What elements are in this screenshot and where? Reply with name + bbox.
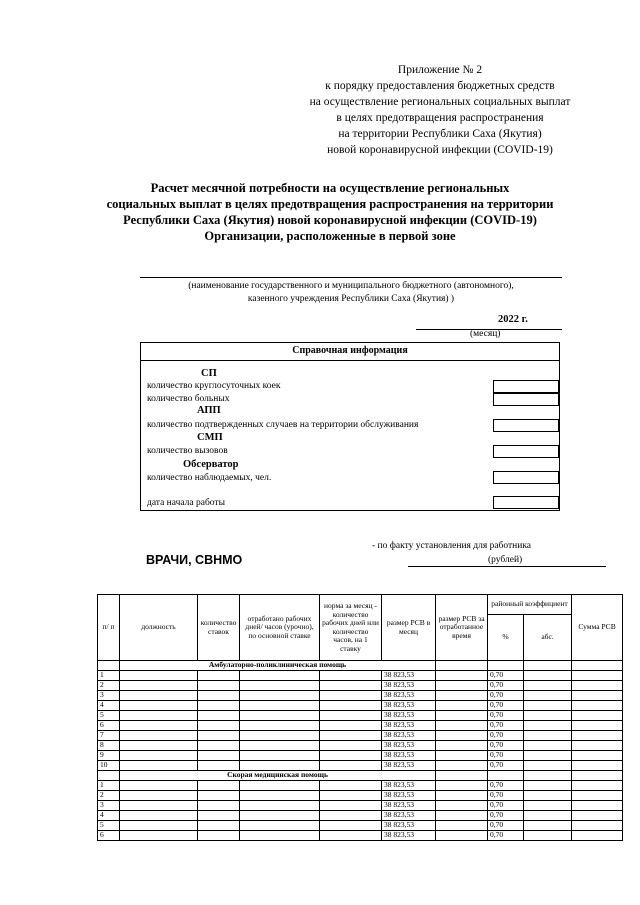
reference-heading: Справочная информация [292, 345, 408, 356]
rsv-worked-cell[interactable] [436, 701, 488, 711]
section-app-title: АПП [197, 405, 221, 416]
header-pct: % [488, 615, 524, 661]
rates-cell[interactable] [198, 731, 240, 741]
row-num: 6 [98, 721, 120, 731]
abs-cell[interactable] [524, 831, 572, 841]
payments-table [97, 594, 623, 841]
observatory-count-label: количество наблюдаемых, чел. [147, 473, 272, 483]
rsv-month-cell: 38 823,53 [382, 821, 436, 831]
worked-cell[interactable] [240, 731, 320, 741]
rates-cell[interactable] [198, 791, 240, 801]
abs-cell[interactable] [524, 701, 572, 711]
section-empty-cell [572, 771, 623, 781]
appendix-line: на территории Республики Саха (Якутия) [338, 128, 542, 140]
sum-cell[interactable] [572, 691, 623, 701]
abs-cell[interactable] [524, 691, 572, 701]
worked-cell[interactable] [240, 711, 320, 721]
position-cell[interactable] [120, 681, 198, 691]
sum-cell[interactable] [572, 761, 623, 771]
position-cell[interactable] [120, 701, 198, 711]
norm-cell[interactable] [320, 721, 382, 731]
currency-note: (рублей) [488, 555, 523, 565]
pct-cell: 0,70 [488, 671, 524, 681]
abs-cell[interactable] [524, 741, 572, 751]
section-empty-cell [98, 771, 120, 781]
pct-cell: 0,70 [488, 801, 524, 811]
rsv-month-cell: 38 823,53 [382, 751, 436, 761]
section-row [98, 771, 623, 781]
position-cell[interactable] [120, 731, 198, 741]
abs-cell[interactable] [524, 821, 572, 831]
worked-cell[interactable] [240, 701, 320, 711]
rates-cell[interactable] [198, 811, 240, 821]
rsv-month-cell: 38 823,53 [382, 801, 436, 811]
title-line: социальных выплат в целях предотвращения распространения на территории [106, 197, 554, 211]
rates-cell[interactable] [198, 751, 240, 761]
position-cell[interactable] [120, 791, 198, 801]
rates-cell[interactable] [198, 831, 240, 841]
rsv-worked-cell[interactable] [436, 831, 488, 841]
reference-box [140, 342, 560, 511]
sum-cell[interactable] [572, 741, 623, 751]
position-cell[interactable] [120, 821, 198, 831]
rates-cell[interactable] [198, 721, 240, 731]
norm-cell[interactable] [320, 681, 382, 691]
header-rates: количество ставок [198, 595, 240, 661]
position-cell[interactable] [120, 751, 198, 761]
rates-cell[interactable] [198, 761, 240, 771]
pct-cell: 0,70 [488, 751, 524, 761]
header-regional: районный коэффициент [488, 595, 572, 615]
position-cell[interactable] [120, 811, 198, 821]
row-num: 3 [98, 801, 120, 811]
rsv-worked-cell[interactable] [436, 731, 488, 741]
header-abs: абс. [524, 615, 572, 661]
sum-cell[interactable] [572, 721, 623, 731]
pct-cell: 0,70 [488, 831, 524, 841]
abs-cell[interactable] [524, 791, 572, 801]
table-row [98, 681, 623, 691]
section-title: Амбулаторно-поликлиническая помощь [120, 661, 436, 671]
abs-cell[interactable] [524, 761, 572, 771]
appendix-line: на осуществление региональных социальных выплат [309, 96, 571, 108]
month-note: (месяц) [470, 329, 501, 339]
section-empty-cell [524, 661, 572, 671]
abs-cell[interactable] [524, 671, 572, 681]
abs-cell[interactable] [524, 681, 572, 691]
norm-cell[interactable] [320, 751, 382, 761]
rates-cell[interactable] [198, 781, 240, 791]
rates-cell[interactable] [198, 701, 240, 711]
table-row [98, 821, 623, 831]
row-num: 9 [98, 751, 120, 761]
rsv-worked-cell[interactable] [436, 711, 488, 721]
position-cell[interactable] [120, 711, 198, 721]
reference-divider [141, 360, 559, 361]
worked-cell[interactable] [240, 671, 320, 681]
row-num: 4 [98, 811, 120, 821]
table-row [98, 731, 623, 741]
abs-cell[interactable] [524, 721, 572, 731]
sum-cell[interactable] [572, 731, 623, 741]
sum-cell[interactable] [572, 671, 623, 681]
position-cell[interactable] [120, 761, 198, 771]
rsv-month-cell: 38 823,53 [382, 701, 436, 711]
worked-cell[interactable] [240, 691, 320, 701]
worked-cell[interactable] [240, 791, 320, 801]
row-num: 2 [98, 791, 120, 801]
rsv-month-cell: 38 823,53 [382, 721, 436, 731]
row-num: 1 [98, 671, 120, 681]
abs-cell[interactable] [524, 811, 572, 821]
institution-name-line[interactable] [140, 277, 562, 278]
sp-beds-label: количество круглосуточных коек [147, 381, 281, 391]
header-rsv-month: размер РСВ в месяц [382, 595, 436, 661]
position-cell[interactable] [120, 801, 198, 811]
appendix-block [270, 62, 610, 158]
table-row [98, 691, 623, 701]
sum-cell[interactable] [572, 801, 623, 811]
header-sum: Сумма РСВ [572, 595, 623, 661]
rates-cell[interactable] [198, 821, 240, 831]
section-empty-cell [488, 661, 524, 671]
pct-cell: 0,70 [488, 731, 524, 741]
title-line: Расчет месячной потребности на осуществление региональных [150, 181, 510, 195]
header-position: должность [120, 595, 198, 661]
section-row [98, 661, 623, 671]
header-num: п/ п [98, 595, 120, 661]
period-year: 2022 г. [498, 314, 528, 325]
section-empty-cell [524, 771, 572, 781]
worked-cell[interactable] [240, 811, 320, 821]
title-line: Организации, расположенные в первой зоне [204, 229, 456, 243]
sp-patients-label: количество больных [147, 394, 230, 404]
norm-cell[interactable] [320, 791, 382, 801]
abs-cell[interactable] [524, 751, 572, 761]
section-empty-cell [436, 661, 488, 671]
app-cases-field[interactable] [493, 419, 559, 432]
pct-cell: 0,70 [488, 741, 524, 751]
institution-note-line: (наименование государственного и муниципального бюджетного (автономного), [188, 281, 514, 291]
appendix-line: к порядку предоставления бюджетных средств [325, 80, 555, 92]
rsv-month-cell: 38 823,53 [382, 731, 436, 741]
sum-cell[interactable] [572, 811, 623, 821]
position-cell[interactable] [120, 741, 198, 751]
appendix-line: Приложение № 2 [397, 64, 483, 76]
pct-cell: 0,70 [488, 691, 524, 701]
title-line: Республики Саха (Якутия) новой коронавирусной инфекции (COVID-19) [123, 213, 537, 227]
rsv-month-cell: 38 823,53 [382, 741, 436, 751]
currency-line [408, 566, 606, 567]
header-worked: отработано рабочих дней/ часов (урочно), по основной ставке [240, 595, 320, 661]
rsv-worked-cell[interactable] [436, 681, 488, 691]
table-row [98, 741, 623, 751]
position-cell[interactable] [120, 691, 198, 701]
pct-cell: 0,70 [488, 761, 524, 771]
row-num: 8 [98, 741, 120, 751]
table-row [98, 671, 623, 681]
rsv-worked-cell[interactable] [436, 721, 488, 731]
sum-cell[interactable] [572, 831, 623, 841]
norm-cell[interactable] [320, 781, 382, 791]
pct-cell: 0,70 [488, 821, 524, 831]
rsv-worked-cell[interactable] [436, 761, 488, 771]
position-cell[interactable] [120, 831, 198, 841]
document-title [90, 180, 570, 244]
rsv-month-cell: 38 823,53 [382, 781, 436, 791]
abs-cell[interactable] [524, 711, 572, 721]
row-num: 1 [98, 781, 120, 791]
table-row [98, 761, 623, 771]
rsv-worked-cell[interactable] [436, 741, 488, 751]
section-sp-title: СП [201, 368, 217, 379]
sp-patients-field[interactable] [493, 393, 559, 406]
rsv-month-cell: 38 823,53 [382, 831, 436, 841]
rsv-worked-cell[interactable] [436, 791, 488, 801]
worked-cell[interactable] [240, 741, 320, 751]
rsv-month-cell: 38 823,53 [382, 761, 436, 771]
position-cell[interactable] [120, 671, 198, 681]
rsv-worked-cell[interactable] [436, 821, 488, 831]
worked-cell[interactable] [240, 821, 320, 831]
row-num: 3 [98, 691, 120, 701]
sum-cell[interactable] [572, 711, 623, 721]
appendix-line: в целях предотвращения распространения [336, 112, 544, 124]
category-title: ВРАЧИ, СВНМО [146, 553, 243, 567]
observatory-count-field[interactable] [493, 471, 559, 484]
row-num: 4 [98, 701, 120, 711]
abs-cell[interactable] [524, 801, 572, 811]
norm-cell[interactable] [320, 761, 382, 771]
norm-cell[interactable] [320, 831, 382, 841]
norm-cell[interactable] [320, 691, 382, 701]
table-row [98, 781, 623, 791]
row-num: 10 [98, 761, 120, 771]
rsv-month-cell: 38 823,53 [382, 691, 436, 701]
rsv-month-cell: 38 823,53 [382, 711, 436, 721]
table-row [98, 701, 623, 711]
institution-note-line: казенного учреждения Республики Саха (Якутия) ) [247, 294, 455, 304]
norm-cell[interactable] [320, 741, 382, 751]
norm-cell[interactable] [320, 821, 382, 831]
appendix-line: новой коронавирусной инфекции (COVID-19) [327, 144, 553, 156]
app-cases-label: количество подтвержденных случаев на территории обслуживания [147, 420, 419, 430]
sum-cell[interactable] [572, 781, 623, 791]
table-row [98, 751, 623, 761]
header-norm: норма за месяц - количество рабочих дней или количество часов, на 1 ставку [320, 595, 382, 661]
sum-cell[interactable] [572, 751, 623, 761]
worked-cell[interactable] [240, 761, 320, 771]
smp-calls-field[interactable] [493, 445, 559, 458]
pct-cell: 0,70 [488, 711, 524, 721]
position-cell[interactable] [120, 781, 198, 791]
pct-cell: 0,70 [488, 781, 524, 791]
pct-cell: 0,70 [488, 681, 524, 691]
row-num: 7 [98, 731, 120, 741]
rates-cell[interactable] [198, 681, 240, 691]
row-num: 5 [98, 821, 120, 831]
observatory-start-label: дата начала работы [147, 498, 225, 508]
observatory-start-field[interactable] [493, 496, 559, 509]
sum-cell[interactable] [572, 681, 623, 691]
section-smp-title: СМП [197, 432, 223, 443]
section-empty-cell [436, 771, 488, 781]
section-empty-cell [488, 771, 524, 781]
worked-cell[interactable] [240, 681, 320, 691]
norm-cell[interactable] [320, 731, 382, 741]
norm-cell[interactable] [320, 711, 382, 721]
rsv-worked-cell[interactable] [436, 801, 488, 811]
pct-cell: 0,70 [488, 721, 524, 731]
pct-cell: 0,70 [488, 791, 524, 801]
sp-beds-field[interactable] [493, 380, 559, 393]
rsv-worked-cell[interactable] [436, 691, 488, 701]
worked-cell[interactable] [240, 831, 320, 841]
pct-cell: 0,70 [488, 701, 524, 711]
table-row [98, 801, 623, 811]
worked-cell[interactable] [240, 751, 320, 761]
worked-cell[interactable] [240, 781, 320, 791]
worked-cell[interactable] [240, 801, 320, 811]
rates-cell[interactable] [198, 671, 240, 681]
sum-cell[interactable] [572, 701, 623, 711]
section-empty-cell [98, 661, 120, 671]
norm-cell[interactable] [320, 811, 382, 821]
row-num: 6 [98, 831, 120, 841]
rsv-month-cell: 38 823,53 [382, 681, 436, 691]
table-row [98, 721, 623, 731]
institution-note [140, 280, 562, 306]
section-title: Скорая медицинская помощь [120, 771, 436, 781]
sum-cell[interactable] [572, 821, 623, 831]
table-row [98, 831, 623, 841]
rsv-worked-cell[interactable] [436, 781, 488, 791]
sum-cell[interactable] [572, 791, 623, 801]
rsv-month-cell: 38 823,53 [382, 791, 436, 801]
norm-cell[interactable] [320, 801, 382, 811]
position-cell[interactable] [120, 721, 198, 731]
table-row [98, 791, 623, 801]
rsv-month-cell: 38 823,53 [382, 671, 436, 681]
rsv-worked-cell[interactable] [436, 671, 488, 681]
rates-cell[interactable] [198, 711, 240, 721]
rates-cell[interactable] [198, 691, 240, 701]
rates-cell[interactable] [198, 741, 240, 751]
row-num: 2 [98, 681, 120, 691]
rsv-month-cell: 38 823,53 [382, 811, 436, 821]
abs-cell[interactable] [524, 731, 572, 741]
table-row [98, 811, 623, 821]
rates-cell[interactable] [198, 801, 240, 811]
fact-note: - по факту установления для работника [372, 541, 532, 551]
abs-cell[interactable] [524, 781, 572, 791]
section-observatory-title: Обсерватор [183, 459, 239, 470]
smp-calls-label: количество вызовов [147, 446, 228, 456]
rsv-worked-cell[interactable] [436, 751, 488, 761]
section-empty-cell [572, 661, 623, 671]
rsv-worked-cell[interactable] [436, 811, 488, 821]
header-rsv-worked: размер РСВ за отработанное время [436, 595, 488, 661]
pct-cell: 0,70 [488, 811, 524, 821]
row-num: 5 [98, 711, 120, 721]
worked-cell[interactable] [240, 721, 320, 731]
norm-cell[interactable] [320, 671, 382, 681]
table-row [98, 711, 623, 721]
norm-cell[interactable] [320, 701, 382, 711]
